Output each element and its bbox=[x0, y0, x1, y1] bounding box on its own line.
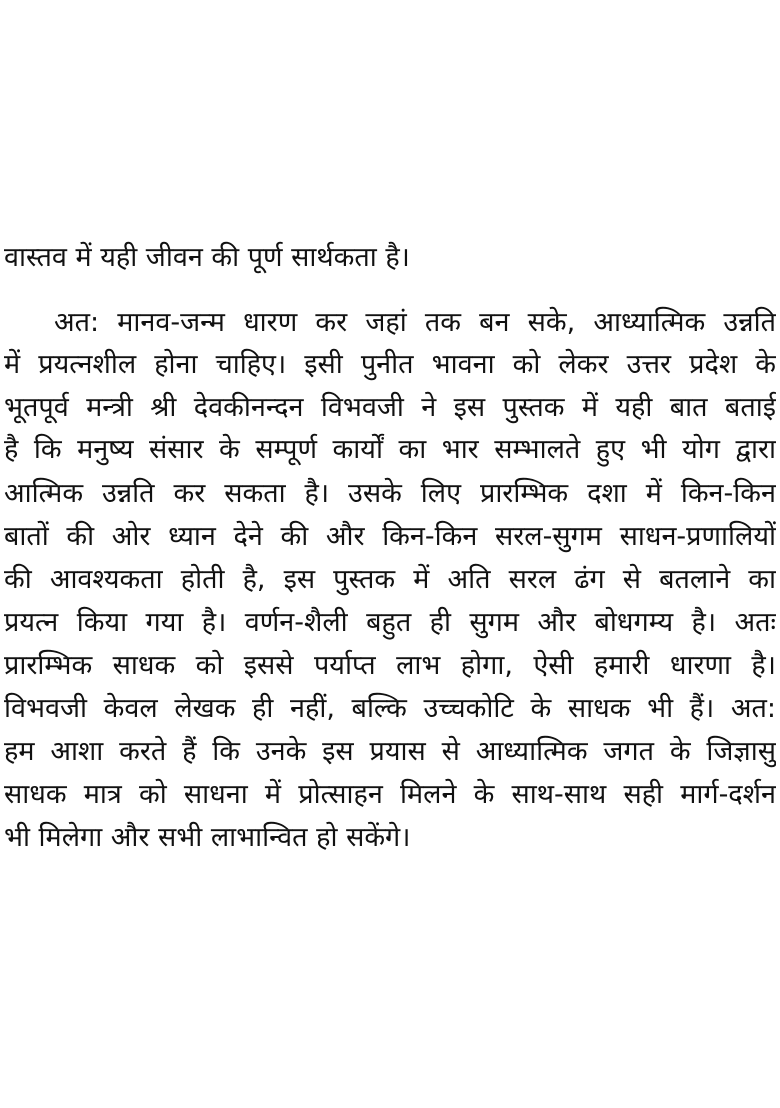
closing-line: भी मिलेगा और सभी लाभान्वित हो सकेंगे। bbox=[4, 822, 411, 853]
paragraph-line: साधक मात्र को साधना में प्रोत्साहन मिलने के साथ-साथ सही मार्ग-दर्शन bbox=[4, 779, 776, 810]
paragraph-line: की आवश्यकता होती है, इस पुस्तक में अति सरल ढंग से बतलाने का bbox=[4, 564, 776, 595]
paragraph-line: अत: मानव-जन्म धारण कर जहां तक बन सके, आध्यात्मिक उन्नति bbox=[54, 307, 776, 338]
paragraph-line: बातों की ओर ध्यान देने की और किन-किन सरल-सुगम साधन-प्रणालियों bbox=[4, 521, 776, 552]
paragraph-line: प्रारम्भिक साधक को इससे पर्याप्त लाभ होगा, ऐसी हमारी धारणा है। bbox=[4, 650, 776, 681]
paragraph-line: आत्मिक उन्नति कर सकता है। उसके लिए प्रारम्भिक दशा में किन-किन bbox=[4, 478, 776, 509]
paragraph-line: में प्रयत्नशील होना चाहिए। इसी पुनीत भावना को लेकर उत्तर प्रदेश के bbox=[4, 349, 776, 380]
paragraph-line: विभवजी केवल लेखक ही नहीं, बल्कि उच्चकोटि के साधक भी हैं। अत: bbox=[4, 693, 776, 724]
opening-line: वास्तव में यही जीवन की पूर्ण सार्थकता है। bbox=[4, 242, 410, 273]
paragraph-line: है कि मनुष्य संसार के सम्पूर्ण कार्यों का भार सम्भालते हुए भी योग द्वारा bbox=[4, 434, 776, 465]
paragraph-line: भूतपूर्व मन्त्री श्री देवकीनन्दन विभवजी ने इस पुस्तक में यही बात बताई bbox=[4, 392, 776, 423]
paragraph-line: हम आशा करते हैं कि उनके इस प्रयास से आध्यात्मिक जगत के जिज्ञासु bbox=[4, 736, 776, 767]
paragraph-line: प्रयत्न किया गया है। वर्णन-शैली बहुत ही सुगम और बोधगम्य है। अतः bbox=[4, 607, 776, 638]
